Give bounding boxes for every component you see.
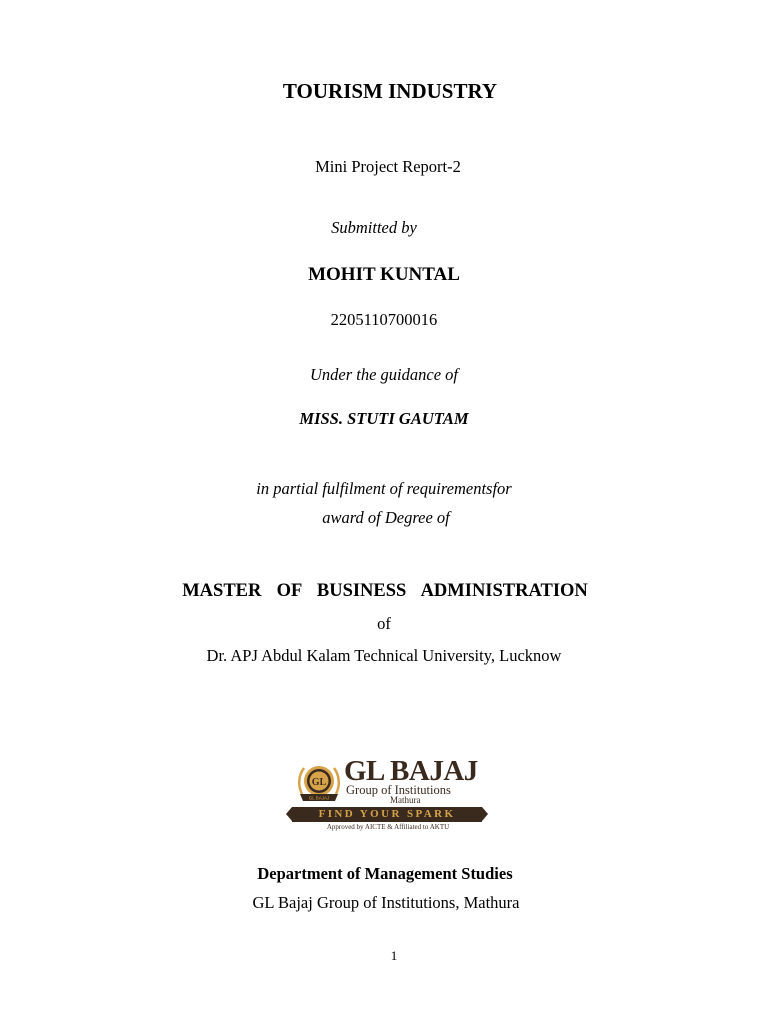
emblem-icon [294, 760, 344, 806]
logo-subtitle: Group of Institutions [346, 783, 451, 797]
logo-name: GL BAJAJ [344, 755, 478, 787]
guidance-label: Under the guidance of [309, 365, 458, 384]
logo-tagline: FIND YOUR SPARK [292, 807, 482, 822]
university-name: Dr. APJ Abdul Kalam Technical University, Lucknow [206, 646, 562, 665]
fulfilment-line-2: award of Degree of [322, 508, 450, 527]
degree-name: MASTER OF BUSINESS ADMINISTRATION [182, 581, 588, 601]
gl-bajaj-logo [290, 756, 486, 840]
logo-approval-text: Approved by AICTE & Affiliated to AKTU [326, 823, 450, 831]
institution-name: GL Bajaj Group of Institutions, Mathura [252, 893, 520, 912]
of-label: of [377, 614, 391, 633]
report-title: TOURISM INDUSTRY [282, 79, 498, 103]
student-name: MOHIT KUNTAL [308, 264, 460, 285]
emblem-ribbon-text: GL BAJAJ [308, 795, 330, 801]
emblem-initials: GL [311, 777, 327, 788]
page-number: 1 [390, 948, 398, 963]
submitted-by-label: Submitted by [331, 218, 417, 237]
band-tip-right [482, 807, 488, 821]
logo-city: Mathura [390, 795, 421, 805]
department-name: Department of Management Studies [257, 864, 513, 883]
roll-number: 2205110700016 [330, 310, 438, 329]
fulfilment-line-1: in partial fulfilment of requirementsfor [256, 479, 512, 498]
report-type: Mini Project Report-2 [315, 157, 461, 176]
guide-name: MISS. STUTI GAUTAM [299, 409, 469, 428]
